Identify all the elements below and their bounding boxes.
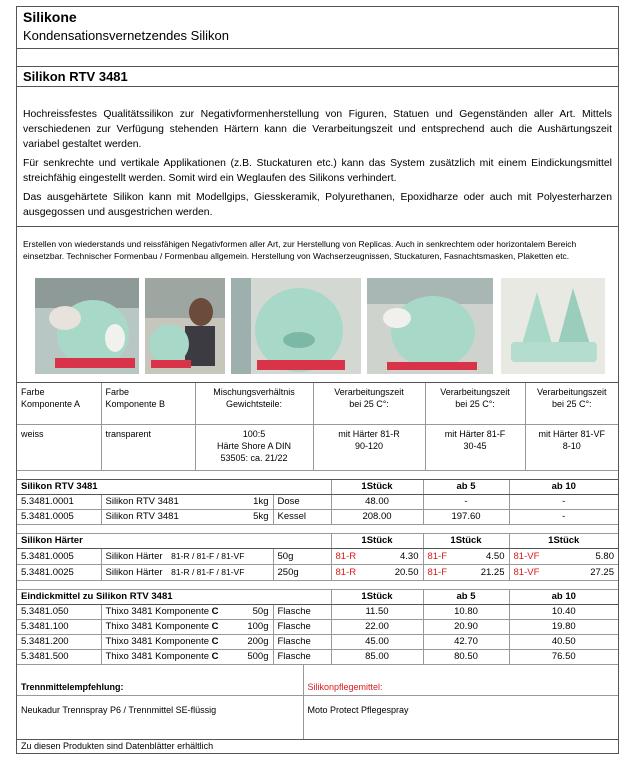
- product-name: [101, 565, 273, 581]
- product-title: Silikon RTV 3481: [17, 67, 618, 87]
- quantity: 50g: [273, 549, 331, 565]
- specs-header-row: [17, 383, 618, 424]
- article-number: 5.3481.0005: [17, 549, 101, 565]
- spec-header: Farbe Komponente B: [101, 383, 195, 424]
- table-row: [17, 650, 618, 665]
- page-subtitle: Kondensationsvernetzendes Silikon: [17, 27, 618, 49]
- quantity: 5kg: [253, 511, 269, 522]
- release-agent-label: Trennmittelempfehlung:: [17, 679, 303, 695]
- usage-text: Erstellen von wiederstands und reissfähigen Negativformen aller Art, zur Herstellung von Replicas. Auch in senkrechtem oder horizontalem Bereich einsetzbar. Technischer Formenbau / Formenbau allgemein. Herstellung von Wachserzeugnissen, Stuckaturen, Fasnachtsmasken, Plaketten etc.: [17, 226, 618, 278]
- price: 40.50: [509, 635, 618, 650]
- article-number: 5.3481.500: [17, 650, 101, 665]
- specs-table: [17, 382, 618, 471]
- product-name: [101, 549, 273, 565]
- product-name-text: Thixo 3481 Komponente: [105, 621, 212, 632]
- product-name: [101, 650, 273, 665]
- price: 4.50: [486, 550, 505, 562]
- price: 85.00: [331, 650, 423, 665]
- table-row: [17, 565, 618, 581]
- article-number: 5.3481.200: [17, 635, 101, 650]
- packaging: Dose: [273, 495, 331, 510]
- packaging: Flasche: [273, 605, 331, 620]
- spec-value: 100:5 Härte Shore A DIN 53505: ca. 21/22: [195, 424, 313, 470]
- component-letter: C: [211, 606, 219, 617]
- article-number: 5.3481.0001: [17, 495, 101, 510]
- price: 27.25: [590, 566, 614, 578]
- price: 10.80: [423, 605, 509, 620]
- spec-header: Farbe Komponente A: [17, 383, 101, 424]
- spec-value: mit Härter 81-R 90-120: [313, 424, 425, 470]
- price-cell: [509, 565, 618, 581]
- quantity: 100g: [247, 621, 269, 632]
- specs-value-row: [17, 424, 618, 470]
- price: 20.90: [423, 620, 509, 635]
- price-cell: [423, 549, 509, 565]
- spec-header: Verarbeitungszeit bei 25 C°:: [425, 383, 525, 424]
- spec-value: transparent: [101, 424, 195, 470]
- spec-value: mit Härter 81-F 30-45: [425, 424, 525, 470]
- product-name-text: Thixo 3481 Komponente: [105, 651, 212, 662]
- quantity: 1kg: [253, 496, 269, 507]
- price-header: ab 10: [509, 480, 618, 495]
- eindick-section-header: [17, 590, 618, 605]
- price: 45.00: [331, 635, 423, 650]
- product-name-text: Thixo 3481 Komponente: [105, 606, 212, 617]
- spec-value: mit Härter 81-VF 8-10: [525, 424, 618, 470]
- price-header: 1Stück: [509, 534, 618, 549]
- product-name-text: Silikon Härter: [105, 567, 163, 578]
- price: 20.50: [394, 566, 419, 578]
- page-title: Silikone: [23, 9, 77, 25]
- hardener-types: 81-R / 81-F / 81-VF: [171, 551, 245, 561]
- photo-face-mould: [231, 278, 361, 374]
- component-letter: C: [211, 621, 219, 632]
- section-title: Silikon RTV 3481: [17, 480, 331, 495]
- table-row: [17, 510, 618, 525]
- price-cell: [331, 549, 423, 565]
- table-row: [17, 549, 618, 565]
- component-letter: C: [211, 651, 219, 662]
- section-title: Silikon Härter: [17, 534, 331, 549]
- price: 76.50: [509, 650, 618, 665]
- spec-header: Mischungsverhältnis Gewichtsteile:: [195, 383, 313, 424]
- price: -: [509, 510, 618, 525]
- price-header: 1Stück: [331, 590, 423, 605]
- datasheet: [16, 6, 619, 754]
- section-title: Eindickmittel zu Silikon RTV 3481: [17, 590, 331, 605]
- price: 208.00: [331, 510, 423, 525]
- price: 80.50: [423, 650, 509, 665]
- quantity: 200g: [247, 636, 269, 647]
- quantity: 50g: [252, 606, 269, 617]
- price-cell: [423, 565, 509, 581]
- hardener-type: 81-VF: [513, 566, 540, 578]
- description-paragraph: Für senkrechte und vertikale Applikationen (z.B. Stuckaturen etc.) kann das System zusätzlich mit einem Eindickungsmittel streichfähig eingestellt werden. Somit wird ein Weglaufen des Silikons verhindert.: [23, 158, 612, 184]
- description-paragraph: Das ausgehärtete Silikon kann mit Modellgips, Giesskeramik, Polyurethanen, Epoxidharze oder auch mit Polyesterharzen ausgegossen und ausgestrichen werden.: [23, 192, 612, 218]
- quantity: 500g: [247, 651, 269, 662]
- price-header: ab 5: [423, 480, 509, 495]
- quantity: 250g: [273, 565, 331, 581]
- article-number: 5.3481.0005: [17, 510, 101, 525]
- haerter-section-header: [17, 534, 618, 549]
- hardener-type: 81-F: [427, 550, 448, 562]
- description-paragraph: Hochreissfestes Qualitätssilikon zur Negativformenherstellung von Figuren, Statuen und Gegenständen aller Art. Mittels verschiedenen zur Verfügung stehenden Härtern kann die Verarbeitungszeit und entsprechend auch die Aushärtungszeit variabel gestaltet werden.: [23, 109, 612, 150]
- photo-finished-moulds: [501, 278, 605, 374]
- hardener-type: 81-R: [335, 550, 357, 562]
- product-name: [101, 635, 273, 650]
- price: 11.50: [331, 605, 423, 620]
- price-header: ab 10: [509, 590, 618, 605]
- hardener-types: 81-R / 81-F / 81-VF: [171, 567, 245, 577]
- product-description: [17, 105, 618, 220]
- hardener-type: 81-VF: [513, 550, 540, 562]
- price: 4.30: [400, 550, 419, 562]
- product-name: [101, 510, 273, 525]
- packaging: Flasche: [273, 635, 331, 650]
- price-header: 1Stück: [331, 480, 423, 495]
- packaging: Flasche: [273, 650, 331, 665]
- product-name-text: Silikon RTV 3481: [105, 511, 179, 522]
- article-number: 5.3481.0025: [17, 565, 101, 581]
- product-name: [101, 605, 273, 620]
- table-row: [17, 605, 618, 620]
- spec-value: weiss: [17, 424, 101, 470]
- price: 10.40: [509, 605, 618, 620]
- product-name-text: Silikon Härter: [105, 551, 163, 562]
- product-name: [101, 620, 273, 635]
- packaging: Flasche: [273, 620, 331, 635]
- product-name-text: Thixo 3481 Komponente: [105, 636, 212, 647]
- price: -: [423, 495, 509, 510]
- price-cell: [509, 549, 618, 565]
- price-table: [17, 471, 618, 666]
- photo-workshop: [145, 278, 225, 374]
- datasheet-note: Zu diesen Produkten sind Datenblätter erhältlich: [21, 741, 214, 752]
- table-row: [17, 635, 618, 650]
- care-agent-label: Silikonpflegemittel:: [303, 679, 618, 695]
- photo-mould-detail: [367, 278, 493, 374]
- price: 5.80: [595, 550, 614, 562]
- price: 48.00: [331, 495, 423, 510]
- price: 19.80: [509, 620, 618, 635]
- price-header: 1Stück: [423, 534, 509, 549]
- photo-applying-silicone: [35, 278, 139, 374]
- table-row: [17, 620, 618, 635]
- product-name-text: Silikon RTV 3481: [105, 496, 179, 507]
- photo-strip: [17, 278, 618, 382]
- spec-header: Verarbeitungszeit bei 25 C°:: [525, 383, 618, 424]
- article-number: 5.3481.050: [17, 605, 101, 620]
- table-row: [17, 495, 618, 510]
- release-agent-value: Neukadur Trennspray P6 / Trennmittel SE-flüssig: [17, 695, 303, 725]
- price-header: ab 5: [423, 590, 509, 605]
- price-header: 1Stück: [331, 534, 423, 549]
- price: 21.25: [480, 566, 505, 578]
- rtv-section-header: [17, 480, 618, 495]
- price-cell: [331, 565, 423, 581]
- footer-table: [17, 665, 618, 753]
- hardener-type: 81-F: [427, 566, 448, 578]
- hardener-type: 81-R: [335, 566, 357, 578]
- packaging: Kessel: [273, 510, 331, 525]
- price: 42.70: [423, 635, 509, 650]
- article-number: 5.3481.100: [17, 620, 101, 635]
- price: -: [509, 495, 618, 510]
- price: 22.00: [331, 620, 423, 635]
- spec-header: Verarbeitungszeit bei 25 C°:: [313, 383, 425, 424]
- price: 197.60: [423, 510, 509, 525]
- care-agent-value: Moto Protect Pflegespray: [307, 705, 409, 716]
- component-letter: C: [211, 636, 219, 647]
- product-name: [101, 495, 273, 510]
